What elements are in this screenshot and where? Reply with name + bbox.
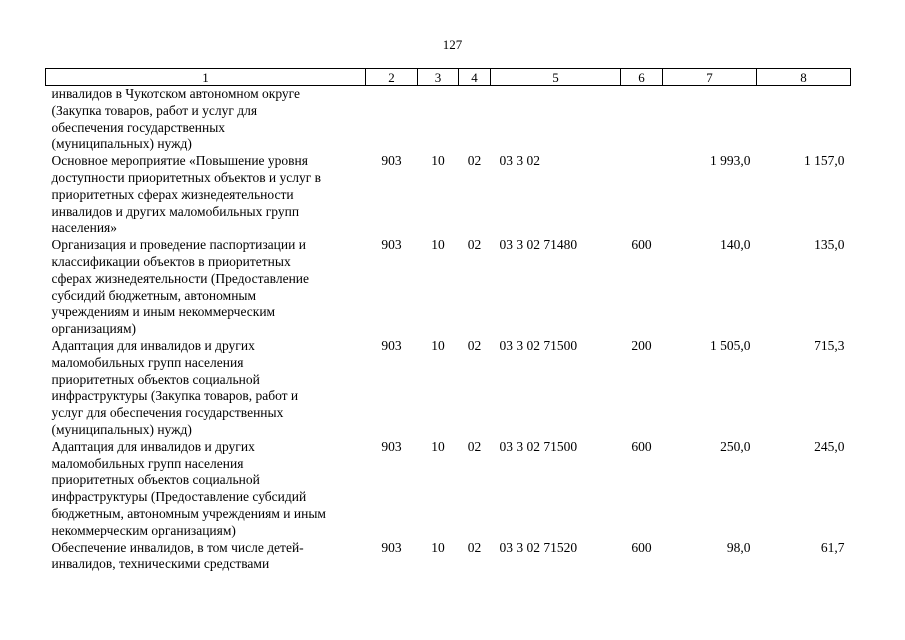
- cell-item-name-line: услуг для обеспечения государственных: [51, 405, 284, 421]
- cell-target-article: 03 3 02 71500: [499, 438, 578, 454]
- cell-subsection: 02: [467, 153, 482, 169]
- cell-item-name-line: населения»: [51, 220, 118, 236]
- cell-department-code: 903: [381, 539, 402, 555]
- cell-item-name-line: Адаптация для инвалидов и других: [51, 337, 255, 353]
- table-row: [46, 439, 851, 540]
- page-number: 127: [442, 37, 463, 52]
- cell-item-name-line: приоритетных сферах жизнедеятельности: [51, 186, 294, 202]
- header-col-4: 4: [459, 69, 491, 86]
- cell-item-name-line: инфраструктуры (Закупка товаров, работ и: [51, 388, 299, 404]
- cell-item-name: [46, 439, 366, 540]
- cell-expense-type: 600: [631, 539, 652, 555]
- cell-item-name-line: (муниципальных) нужд): [51, 421, 192, 437]
- cell-item-name-line: сферах жизнедеятельности (Предоставление: [51, 270, 310, 286]
- cell-section: 10: [431, 438, 445, 454]
- cell-amount-actual: [757, 86, 851, 154]
- cell-amount-actual: 1 157,0: [804, 153, 845, 169]
- cell-item-name: [46, 540, 366, 574]
- cell-item-name-line: (муниципальных) нужд): [51, 136, 192, 152]
- header-col-3: 3: [418, 69, 459, 86]
- cell-amount-plan: 250,0: [720, 438, 751, 454]
- cell-item-name-line: Основное мероприятие «Повышение уровня: [51, 153, 308, 169]
- cell-department-code: 903: [381, 153, 402, 169]
- table-body: [46, 86, 851, 574]
- cell-item-name-line: маломобильных групп населения: [51, 455, 244, 471]
- cell-expense-type: [621, 86, 663, 154]
- cell-item-name-line: субсидий бюджетным, автономным: [51, 287, 257, 303]
- budget-table: [45, 68, 851, 573]
- cell-item-name-line: инвалидов, техническими средствами: [51, 556, 270, 572]
- header-col-2: 2: [366, 69, 418, 86]
- cell-department-code: 903: [381, 237, 402, 253]
- cell-item-name-line: инфраструктуры (Предоставление субсидий: [51, 489, 307, 505]
- cell-expense-type: 600: [631, 438, 652, 454]
- cell-item-name-line: приоритетных объектов социальной: [51, 472, 260, 488]
- table-row: [46, 153, 851, 237]
- table-row: [46, 237, 851, 338]
- cell-subsection: 02: [467, 539, 482, 555]
- cell-subsection: 02: [467, 438, 482, 454]
- cell-department-code: 903: [381, 438, 402, 454]
- header-col-7: 7: [663, 69, 757, 86]
- header-row: [46, 69, 851, 86]
- cell-item-name: [46, 153, 366, 237]
- cell-amount-actual: 61,7: [820, 539, 845, 555]
- cell-item-name-line: Адаптация для инвалидов и других: [51, 438, 255, 454]
- cell-section: 10: [431, 153, 445, 169]
- cell-item-name-line: организациям): [51, 321, 137, 337]
- cell-target-article: [491, 86, 621, 154]
- cell-target-article: 03 3 02: [499, 153, 540, 169]
- cell-section: 10: [431, 337, 445, 353]
- cell-amount-actual: 245,0: [814, 438, 845, 454]
- table-row: [46, 540, 851, 574]
- cell-subsection: [459, 86, 491, 154]
- cell-item-name-line: бюджетным, автономным учреждениям и иным: [51, 505, 326, 521]
- header-col-5: 5: [491, 69, 621, 86]
- cell-expense-type: 200: [631, 337, 652, 353]
- cell-amount-plan: 140,0: [720, 237, 751, 253]
- cell-department-code: [366, 86, 418, 154]
- cell-item-name-line: некоммерческим организациям): [51, 522, 236, 538]
- cell-target-article: 03 3 02 71480: [499, 237, 578, 253]
- cell-department-code: 903: [381, 337, 402, 353]
- header-col-1: 1: [46, 69, 366, 86]
- cell-amount-actual: 715,3: [814, 337, 845, 353]
- cell-subsection: 02: [467, 337, 482, 353]
- cell-section: 10: [431, 539, 445, 555]
- cell-section: 10: [431, 237, 445, 253]
- cell-item-name-line: Обеспечение инвалидов, в том числе детей-: [51, 539, 304, 555]
- cell-item-name-line: (Закупка товаров, работ и услуг для: [51, 102, 258, 118]
- cell-item-name-line: Организация и проведение паспортизации и: [51, 237, 306, 253]
- cell-item-name-line: учреждениям и иным некоммерческим: [51, 304, 276, 320]
- cell-item-name: [46, 338, 366, 439]
- cell-item-name-line: доступности приоритетных объектов и услуг в: [51, 169, 322, 185]
- table-row: [46, 338, 851, 439]
- cell-amount-actual: 135,0: [814, 237, 845, 253]
- cell-item-name-line: классификации объектов в приоритетных: [51, 253, 291, 269]
- cell-subsection: 02: [467, 237, 482, 253]
- cell-item-name-line: инвалидов и других маломобильных групп: [51, 203, 300, 219]
- table-row: [46, 86, 851, 154]
- cell-expense-type: 600: [631, 237, 652, 253]
- cell-amount-plan: 98,0: [726, 539, 751, 555]
- table-header: [46, 69, 851, 86]
- cell-item-name-line: инвалидов в Чукотском автономном округе: [51, 86, 301, 101]
- cell-item-name: [46, 237, 366, 338]
- cell-amount-plan: 1 993,0: [710, 153, 751, 169]
- header-col-8: 8: [757, 69, 851, 86]
- cell-item-name-line: приоритетных объектов социальной: [51, 371, 260, 387]
- cell-expense-type: [621, 153, 663, 237]
- cell-target-article: 03 3 02 71520: [499, 539, 578, 555]
- cell-item-name-line: обеспечения государственных: [51, 119, 226, 135]
- cell-target-article: 03 3 02 71500: [499, 337, 578, 353]
- cell-amount-plan: [663, 86, 757, 154]
- cell-item-name-line: маломобильных групп населения: [51, 354, 244, 370]
- cell-amount-plan: 1 505,0: [710, 337, 751, 353]
- header-col-6: 6: [621, 69, 663, 86]
- cell-section: [418, 86, 459, 154]
- cell-item-name: [46, 86, 366, 154]
